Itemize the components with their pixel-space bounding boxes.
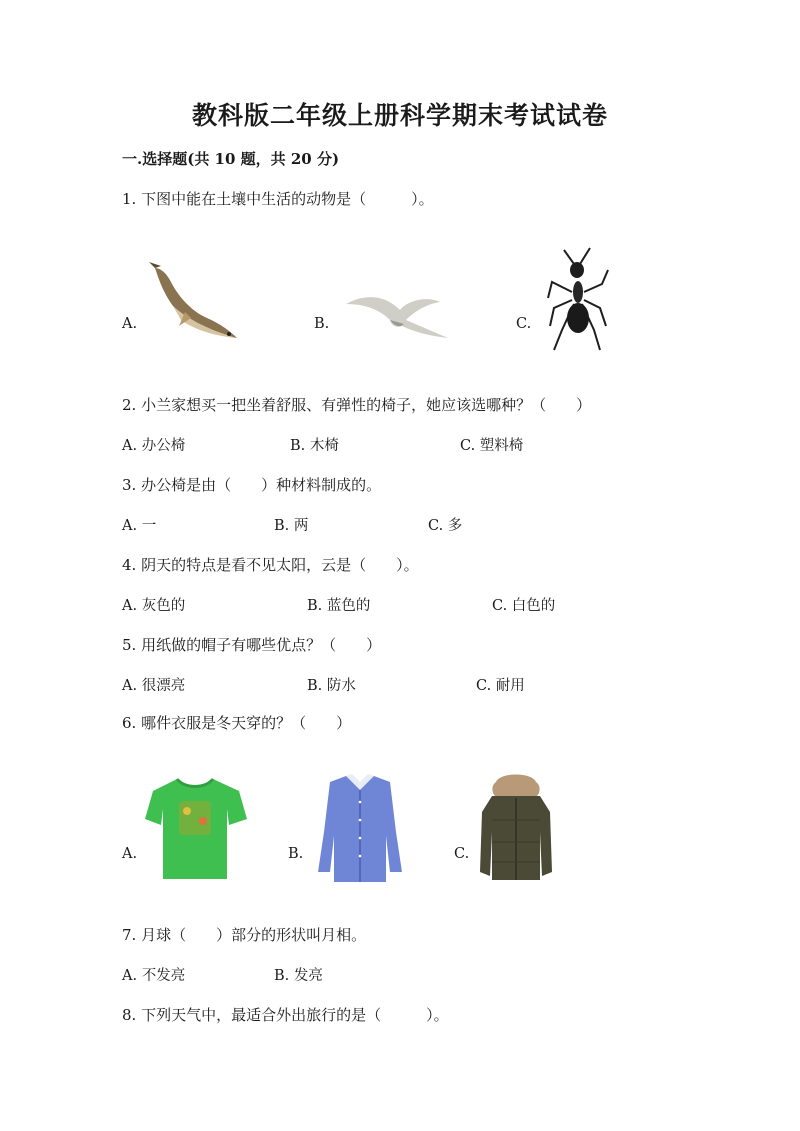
seagull-image <box>344 290 452 342</box>
blue-shirt-image <box>316 772 404 884</box>
q4-option-b[interactable]: B. 蓝色的 <box>307 598 371 614</box>
q7-option-b[interactable]: B. 发亮 <box>274 968 323 984</box>
q3-option-b[interactable]: B. 两 <box>274 518 309 534</box>
section-heading: 一.选择题(共 10 题，共 20 分) <box>122 150 340 168</box>
q3-option-a[interactable]: A. 一 <box>122 518 157 534</box>
green-tshirt-image <box>143 775 249 881</box>
q2-option-a[interactable]: A. 办公椅 <box>122 438 186 454</box>
q6-option-b[interactable]: B. <box>288 846 304 862</box>
q1-option-a[interactable]: A. <box>122 316 138 332</box>
fish-image <box>145 262 243 344</box>
q2-option-c[interactable]: C. 塑料椅 <box>460 438 524 454</box>
q7-option-a[interactable]: A. 不发亮 <box>122 968 186 984</box>
ant-image <box>546 246 610 354</box>
q4-option-c[interactable]: C. 白色的 <box>492 598 556 614</box>
question-6: 6. 哪件衣服是冬天穿的？（ ） <box>122 714 352 732</box>
q2-option-b[interactable]: B. 木椅 <box>290 438 339 454</box>
q3-option-c[interactable]: C. 多 <box>428 518 463 534</box>
page-title: 教科版二年级上册科学期末考试试卷 <box>191 101 608 130</box>
q1-option-c[interactable]: C. <box>516 316 532 332</box>
winter-coat-image <box>478 772 554 882</box>
q5-option-a[interactable]: A. 很漂亮 <box>122 678 186 694</box>
question-8: 8. 下列天气中，最适合外出旅行的是（ ）。 <box>122 1006 449 1024</box>
q4-option-a[interactable]: A. 灰色的 <box>122 598 186 614</box>
question-7: 7. 月球（ ）部分的形状叫月相。 <box>122 926 367 944</box>
question-1: 1. 下图中能在土壤中生活的动物是（ ）。 <box>122 190 434 208</box>
q6-option-a[interactable]: A. <box>122 846 138 862</box>
q5-option-b[interactable]: B. 防水 <box>307 678 356 694</box>
question-2: 2. 小兰家想买一把坐着舒服、有弹性的椅子，她应该选哪种？（ ） <box>122 396 592 414</box>
question-5: 5. 用纸做的帽子有哪些优点？（ ） <box>122 636 382 654</box>
question-3: 3. 办公椅是由（ ）种材料制成的。 <box>122 476 382 494</box>
q1-option-b[interactable]: B. <box>314 316 330 332</box>
q6-option-c[interactable]: C. <box>454 846 470 862</box>
question-4: 4. 阴天的特点是看不见太阳，云是（ ）。 <box>122 556 419 574</box>
q5-option-c[interactable]: C. 耐用 <box>476 678 525 694</box>
